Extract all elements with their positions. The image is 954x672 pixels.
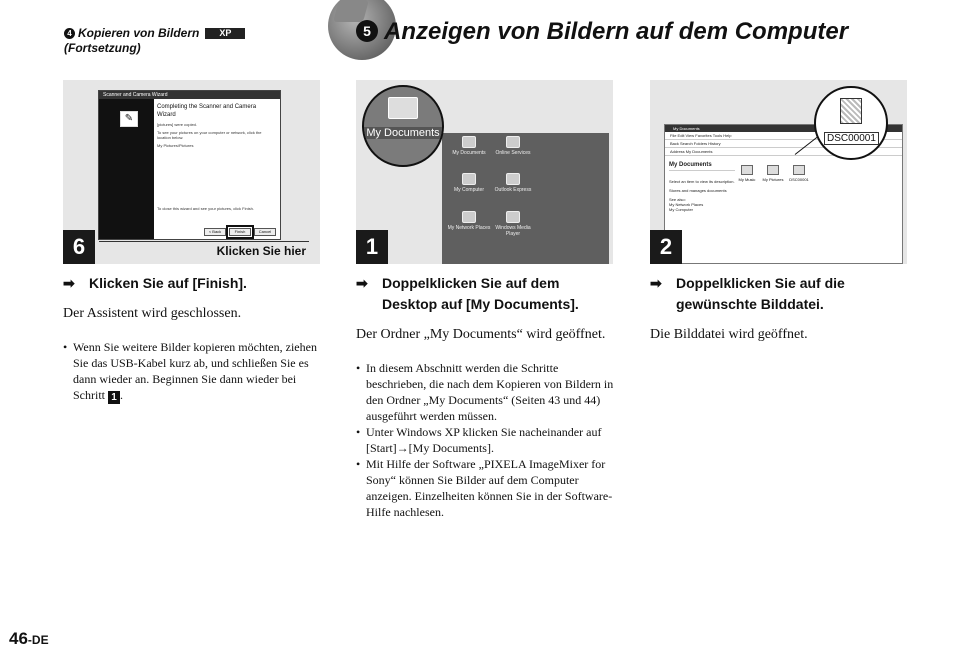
arrow-right-icon: ➡ [356,275,368,291]
wizard-heading: Completing the Scanner and Camera Wizard [157,104,257,118]
step-number: 6 [63,230,95,264]
screenshot-panel-step-1 [356,80,613,264]
wizard-window [98,90,281,240]
notes-list [63,339,325,404]
step-number: 1 [356,230,388,264]
task-pane-text: Stores and manages documents [669,188,727,193]
notes-list [356,360,618,520]
section-title [356,18,848,46]
explorer-menu-bar[interactable]: File Edit View Favorites Tools Help [665,132,902,140]
computer-icon [462,173,476,185]
task-pane-link[interactable]: My Computer [669,207,694,212]
explorer-task-pane [669,159,735,212]
desktop-icon[interactable]: Windows Media Player [488,211,538,237]
step-number: 2 [650,230,682,264]
prev-section-title: Kopieren von Bildern [78,26,200,40]
description: Der Assistent wird geschlossen. [63,306,242,321]
wizard-sidebar [99,99,154,239]
folder-icon [388,97,418,119]
section-number: 5 [356,20,378,42]
camera-icon: ✎ [120,111,138,127]
instruction [650,273,912,315]
screenshot-panel-step-2 [650,80,907,264]
task-pane-text: Select an item to view its description. [669,179,735,184]
task-pane-link[interactable]: My Network Places [669,202,704,207]
back-button[interactable]: < Back [204,228,226,236]
instruction [356,273,618,315]
image-file-icon [793,165,805,175]
desktop [442,133,609,264]
prev-section-number: 4 [64,28,75,39]
image-file-icon [840,98,862,124]
xp-badge: XP [205,28,245,39]
page-number: 46-DE [9,629,49,648]
wizard-line: [pictures] were copied. [157,122,198,127]
explorer-title-bar: My Documents [665,125,902,132]
finish-button[interactable]: Finish [229,228,251,236]
explorer-address-bar[interactable]: Address My Documents [665,148,902,156]
previous-section-header [64,26,245,56]
zoom-label: My Documents [364,127,442,139]
task-pane-text: See also: [669,197,686,202]
mail-icon [506,173,520,185]
screenshot-panel-step-6 [63,80,320,264]
wizard-line: To close this wizard and see your pictures, click Finish. [157,206,254,211]
callout-line [99,241,309,242]
wizard-line: To see your pictures on your computer or network, click the location below. [157,130,262,140]
instruction-column-step-6 [63,273,325,404]
network-icon [462,211,476,223]
wizard-line: My Pictures\Pictures [157,143,194,148]
folder-icon [462,136,476,148]
note-item: • Mit Hilfe der Software „PIXELA ImageMixer for Sony“ können Sie Bilder auf dem Computer anzeigen. Einzelheiten können Sie in der Software-Hilfe nachlesen. [356,456,618,520]
desktop-icon[interactable]: Online Services [488,136,538,156]
desktop-icon[interactable]: My Computer [444,173,494,193]
zoom-circle [814,86,888,160]
media-player-icon [506,211,520,223]
prev-section-continued: (Fortsetzung) [64,41,141,55]
arrow-right-icon: ➡ [63,275,75,291]
zoom-circle [362,85,444,167]
instruction-text: Klicken Sie auf [Finish]. [89,275,247,291]
callout-text: Klicken Sie hier [216,244,306,258]
step-reference-badge: 1 [108,391,120,404]
section-title-text: Anzeigen von Bildern auf dem Computer [384,18,849,45]
cancel-button[interactable]: Cancel [254,228,276,236]
note-item: • In diesem Abschnitt werden die Schritte beschrieben, die nach dem Kopieren von Bildern in den Ordner „My Documents“ (Seiten 43 und 44) ausgeführt werden müssen. [356,360,618,424]
desktop-icon[interactable]: My Network Places [444,211,494,231]
wizard-title-bar: Scanner and Camera Wizard [99,91,280,99]
folder-icon [741,165,753,175]
zoom-label: DSC00001 [824,132,879,145]
instruction [63,273,325,294]
task-pane-heading: My Documents [669,159,735,171]
note-item: • Wenn Sie weitere Bilder kopieren möchten, ziehen Sie das USB-Kabel kurz ab, und schließen Sie es dann wieder an. Beginnen Sie dann wieder bei Schritt 1 . [63,339,325,404]
file-item[interactable]: DSC00001 [787,165,811,182]
desktop-icon[interactable]: Outlook Express [488,173,538,193]
instruction-text: Doppelklicken Sie auf die gewünschte Bilddatei. [676,275,845,312]
arrow-right-icon: ➡ [650,275,662,291]
instruction-text: Doppelklicken Sie auf dem Desktop auf [My Documents]. [382,275,579,312]
file-item[interactable]: My Music [735,165,759,182]
explorer-toolbar[interactable]: Back Search Folders History [665,140,902,148]
description: Die Bilddatei wird geöffnet. [650,327,808,342]
note-item: • Unter Windows XP klicken Sie nacheinander auf [Start]→[My Documents]. [356,424,618,456]
desktop-icon[interactable]: My Documents [444,136,494,156]
instruction-column-step-2 [650,273,912,344]
description: Der Ordner „My Documents“ wird geöffnet. [356,327,606,342]
folder-icon [506,136,520,148]
instruction-column-step-1 [356,273,618,520]
folder-icon [767,165,779,175]
file-item[interactable]: My Pictures [761,165,785,182]
